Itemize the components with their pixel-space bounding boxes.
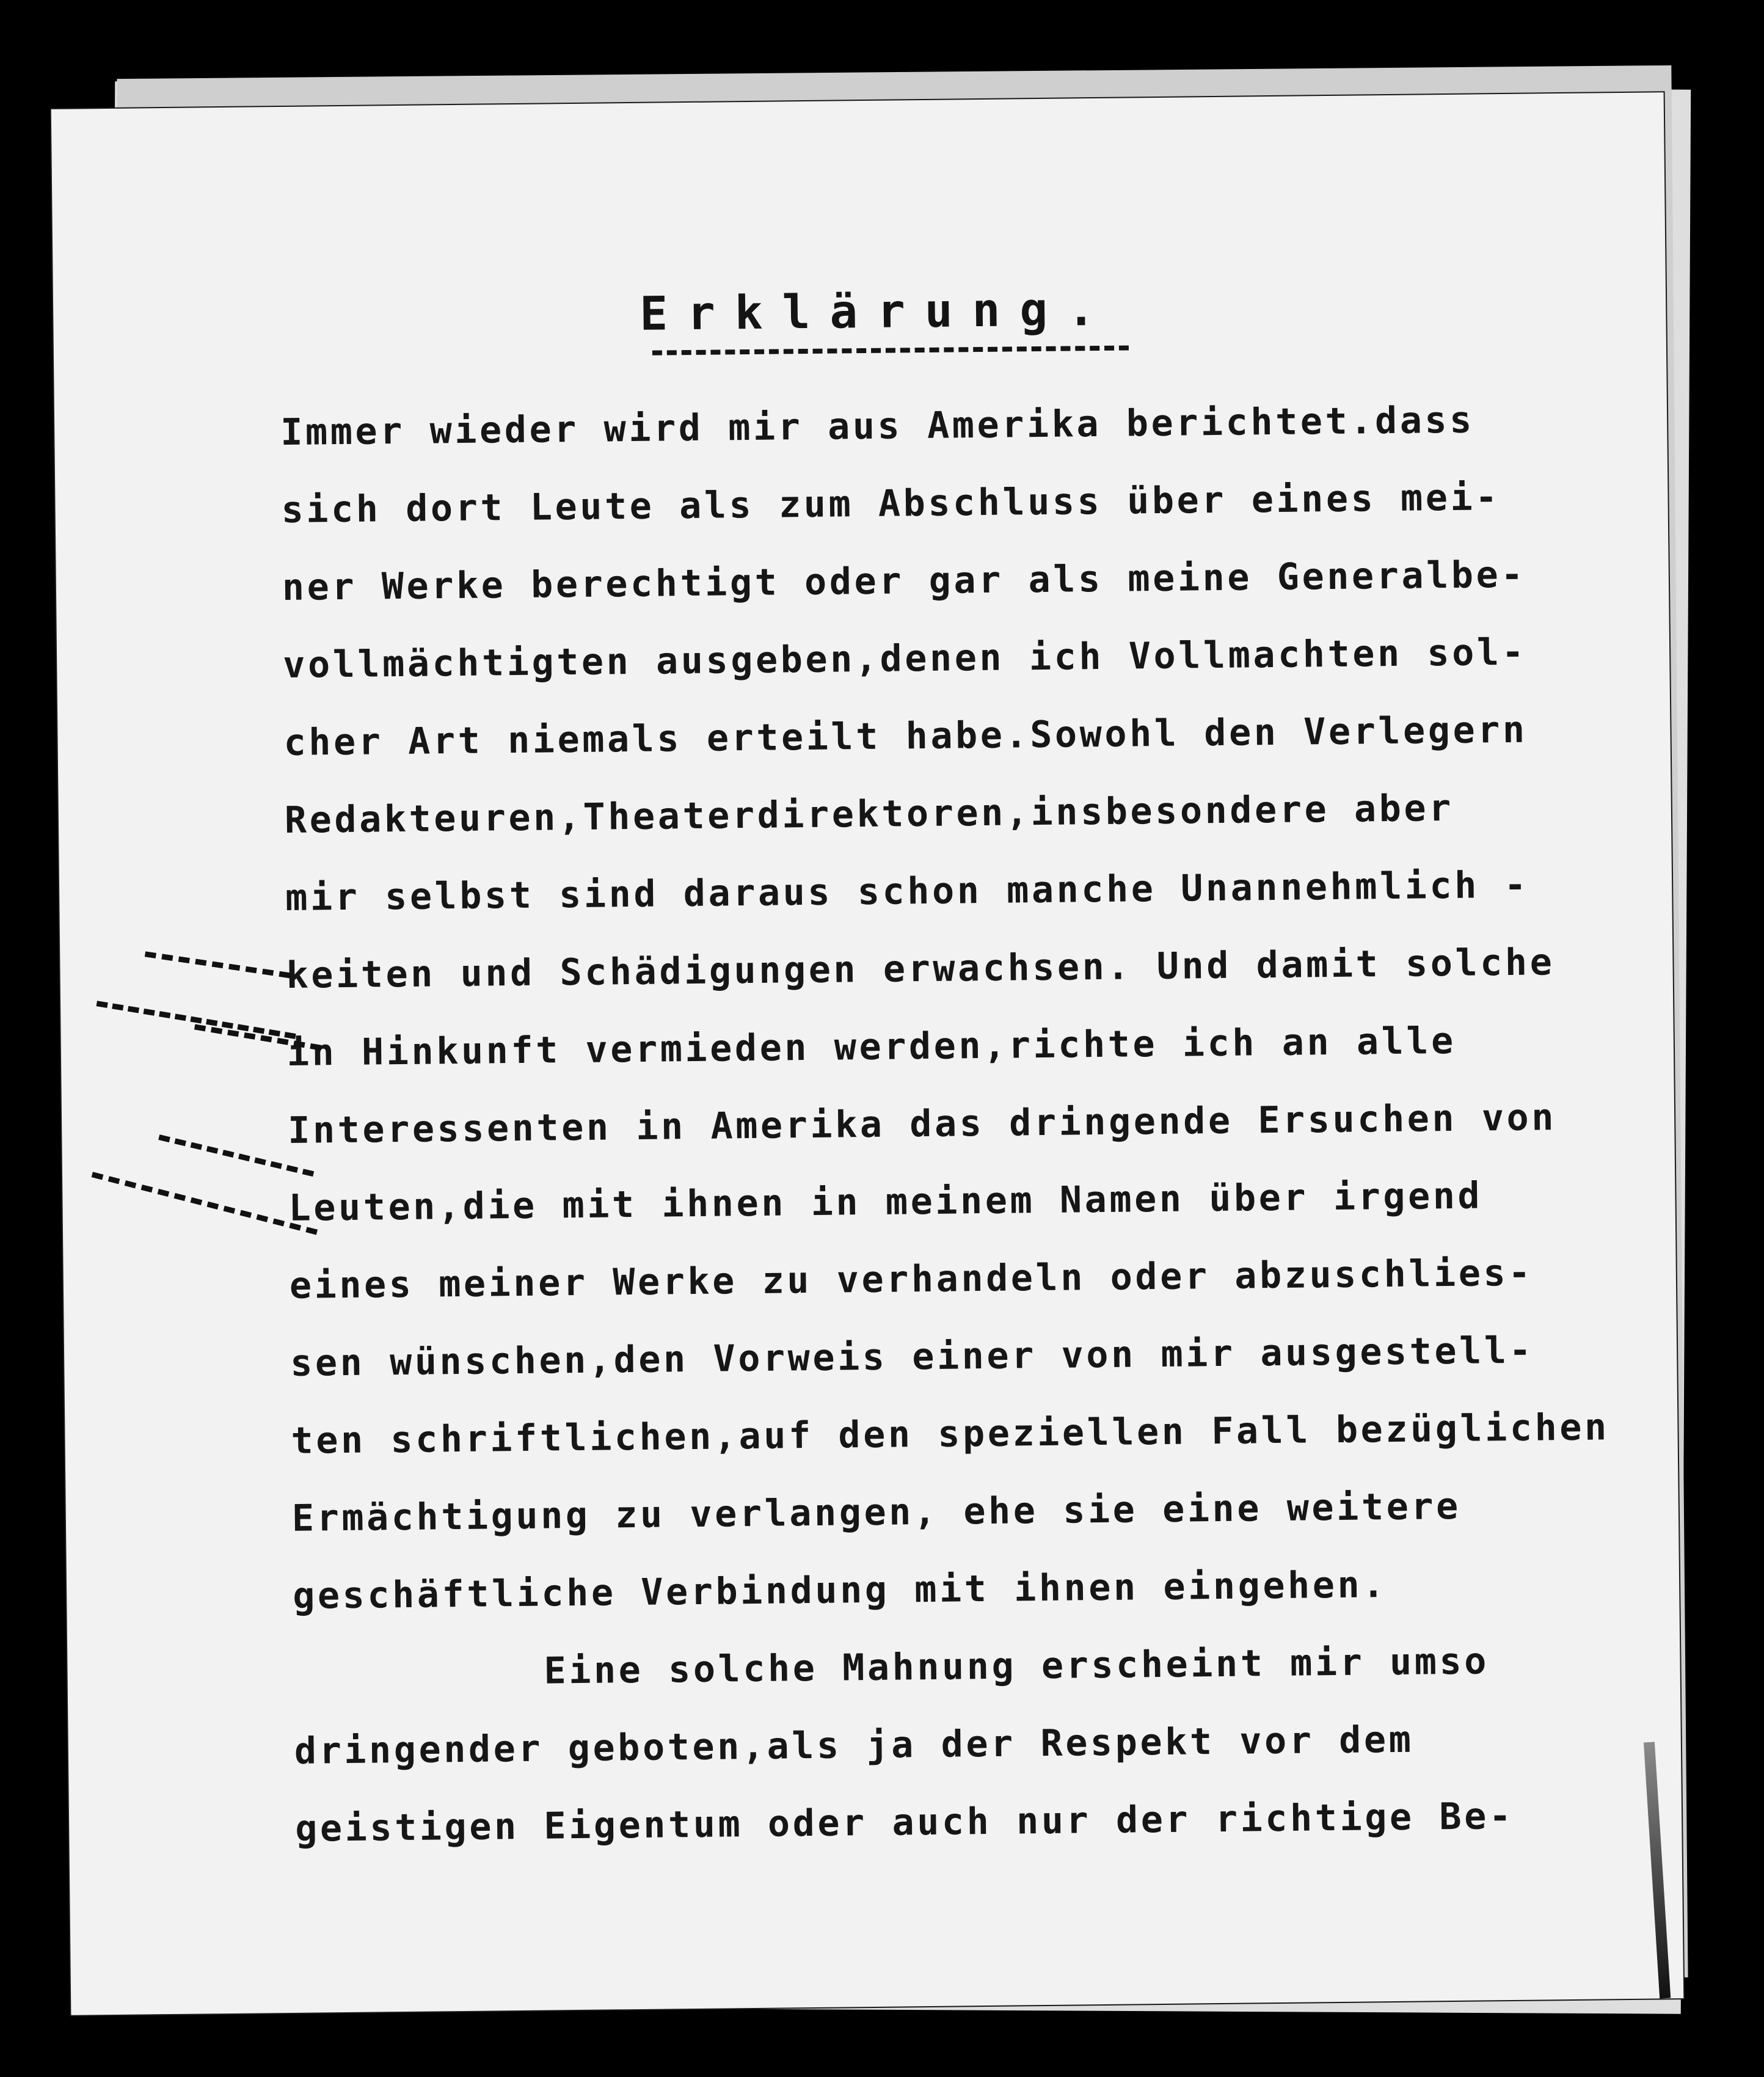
text-line: vollmächtigten ausgeben,denen ich Vollmachten sol- [282,630,1527,687]
text-line: cher Art niemals erteilt habe.Sowohl den Verlegern [283,708,1528,764]
text-line: Ermächtigung zu verlangen, ehe sie eine weitere [291,1484,1462,1540]
text-line: ner Werke berechtigt oder gar als meine Generalbe- [282,553,1526,609]
text-line: Leuten,die mit ihnen in meinem Namen über irgend [288,1174,1483,1230]
page-fold-shadow [1644,1742,1671,1998]
text-line: ten schriftlichen,auf den speziellen Fall bezüglichen [291,1406,1610,1462]
body-text [280,380,1639,1868]
text-line: sich dort Leute als zum Abschluss über eines mei- [281,476,1501,531]
text-line: geschäftliche Verbindung mit ihnen eingehen. [292,1563,1388,1618]
text-line: sen wünschen,den Vorweis einer von mir ausgestell- [290,1329,1534,1385]
text-line: Redakteuren,Theaterdirektoren,insbesondere aber [284,786,1454,842]
margin-pencil-mark [145,951,291,978]
text-line: mir selbst sind daraus schon manche Unannehmlich - [285,863,1529,919]
document-page [51,92,1684,2015]
page-title: Erklärung. [639,281,1115,341]
text-line: keiten und Schädigungen erwachsen. Und damit solche [286,941,1555,997]
text-line: eines meiner Werke zu verhandeln oder abzuschlies- [289,1251,1534,1307]
text-line: dringender geboten,als ja der Respekt vor dem [294,1718,1414,1773]
text-line: in Hinkunft vermieden werden,richte ich an alle [286,1019,1457,1075]
title-underline [652,345,1129,355]
text-line: Immer wieder wird mir aus Amerika berichtet.dass [280,398,1475,454]
text-line: geistigen Eigentum oder auch nur der richtige Be- [294,1794,1514,1850]
text-line: Interessenten in Amerika das dringende Ersuchen von [287,1096,1557,1152]
margin-pencil-mark [92,1172,318,1235]
margin-pencil-mark [97,1001,296,1039]
text-line: Eine solche Mahnung erscheint mir umso [544,1640,1490,1693]
